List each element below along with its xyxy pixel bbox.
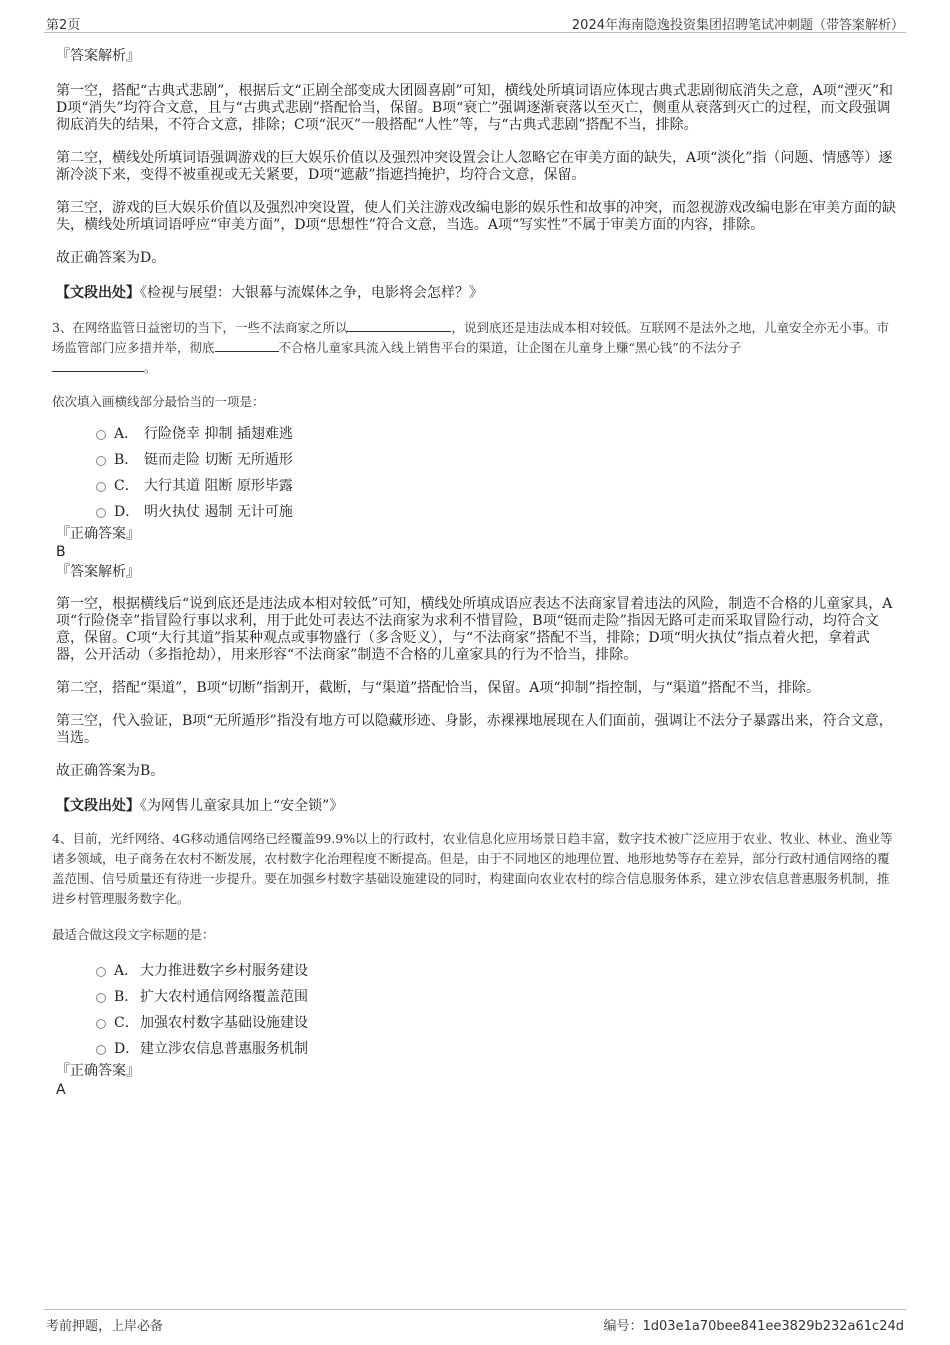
q2-source-label: 【文段出处】 bbox=[56, 285, 140, 301]
q3-stem-part2: ，说到底还是违法成本相对较低。互联网不是法外之地，儿童安全亦无小事。市场监管部门应多措并举，彻底 bbox=[52, 320, 889, 355]
q3-analysis-p2: 第二空，搭配“渠道”，B项“切断”指割开，截断，与“渠道”搭配恰当，保留。A项“抑制”指控制，与“渠道”搭配不当，排除。 bbox=[56, 680, 820, 696]
q4-options bbox=[56, 963, 896, 1067]
page-footer bbox=[44, 1309, 906, 1334]
q2-analysis-p1: 第一空，搭配“古典式悲剧”，根据后文“正剧全部变成大团圆喜剧”可知，横线处所填词语应体现古典式悲剧彻底消失之意，A项“湮灭”和D项“消失”均符合文意，且与“古典式悲剧”搭配恰当，保留。B项“衰亡”强调逐渐衰落以至灭亡，侧重从衰落到灭亡的过程，而文段强调彻底消失的结果，不符合文意，排除；C项“泯灭”一般搭配“人性”等，与“古典式悲剧”搭配不当，排除。 bbox=[56, 83, 894, 133]
q4-option-b[interactable]: B． 扩大农村通信网络覆盖范围 bbox=[56, 989, 896, 1015]
q3-analysis-p3: 第三空，代入验证，B项“无所遁形”指没有地方可以隐藏形迹、身影，赤裸裸地展现在人们面前，强调让不法分子暴露出来，符合文意，当选。 bbox=[56, 713, 893, 746]
q4-correct-answer: A bbox=[56, 1082, 66, 1098]
q3-option-a[interactable]: A． 行险侥幸 抑制 插翅难逃 bbox=[56, 426, 896, 452]
radio-icon[interactable] bbox=[96, 456, 106, 466]
q4-prompt: 最适合做这段文字标题的是： bbox=[52, 927, 215, 942]
q2-source bbox=[56, 285, 896, 302]
q2-analysis-p2: 第二空，横线处所填词语强调游戏的巨大娱乐价值以及强烈冲突设置会让人忽略它在审美方面的缺失，A项“淡化”指（问题、情感等）逐渐冷淡下来，变得不被重视或无关紧要，D项“遮蔽”指遮挡掩护，均符合文意，保留。 bbox=[56, 150, 893, 183]
footer-serial bbox=[603, 1315, 904, 1334]
radio-icon[interactable] bbox=[96, 482, 106, 492]
q3-options bbox=[56, 426, 896, 530]
q3-blank-3 bbox=[52, 359, 144, 372]
q3-correct-label: 『正确答案』 bbox=[56, 526, 140, 542]
radio-icon[interactable] bbox=[96, 1019, 106, 1029]
q3-stem-part3: 不合格儿童家具流入线上销售平台的渠道，让企图在儿童身上赚“黑心钱”的不法分子 bbox=[278, 340, 742, 355]
q2-analysis-p3: 第三空，游戏的巨大娱乐价值以及强烈冲突设置，使人们关注游戏改编电影的娱乐性和故事的冲突，而忽视游戏改编电影在审美方面的缺失，横线处所填词语呼应“审美方面”，D项“思想性”符合文意，当选。A项“写实性”不属于审美方面的内容，排除。 bbox=[56, 200, 896, 233]
radio-icon[interactable] bbox=[96, 993, 106, 1003]
footer-slogan: 考前押题，上岸必备 bbox=[46, 1319, 164, 1334]
q3-stem-part1: 3、在网络监管日益密切的当下，一些不法商家之所以 bbox=[52, 320, 348, 335]
page-number: 第2页 bbox=[46, 18, 81, 33]
q3-option-c[interactable]: C． 大行其道 阻断 原形毕露 bbox=[56, 478, 896, 504]
q3-option-d[interactable]: D． 明火执仗 遏制 无计可施 bbox=[56, 504, 896, 530]
q3-analysis-label: 『答案解析』 bbox=[56, 564, 140, 580]
q4-option-a[interactable]: A． 大力推进数字乡村服务建设 bbox=[56, 963, 896, 989]
radio-icon[interactable] bbox=[96, 1045, 106, 1055]
radio-icon[interactable] bbox=[96, 508, 106, 518]
radio-icon[interactable] bbox=[96, 430, 106, 440]
radio-icon[interactable] bbox=[96, 967, 106, 977]
q3-blank-2 bbox=[215, 339, 279, 352]
q4-correct-label: 『正确答案』 bbox=[56, 1063, 140, 1079]
serial-label: 编号： bbox=[603, 1319, 643, 1334]
q3-source-text: 《为网售儿童家具加上“安全锁”》 bbox=[140, 798, 344, 814]
page-header bbox=[44, 12, 906, 33]
q2-source-text: 《检视与展望：大银幕与流媒体之争，电影将会怎样？》 bbox=[140, 285, 483, 301]
q3-option-b[interactable]: B． 铤而走险 切断 无所遁形 bbox=[56, 452, 896, 478]
q3-prompt: 依次填入画横线部分最恰当的一项是： bbox=[52, 394, 265, 409]
q4-option-c[interactable]: C． 加强农村数字基础设施建设 bbox=[56, 1015, 896, 1041]
page-content bbox=[52, 46, 896, 1099]
document-title: 2024年海南隐逸投资集团招聘笔试冲刺题（带答案解析） bbox=[571, 18, 904, 33]
serial-number: 1d03e1a70bee841ee3829b232a61c24d bbox=[642, 1319, 904, 1334]
q3-source-label: 【文段出处】 bbox=[56, 798, 140, 814]
q3-source bbox=[56, 798, 896, 815]
q3-analysis-p4: 故正确答案为B。 bbox=[56, 763, 165, 779]
q3-analysis-p1: 第一空，根据横线后“说到底还是违法成本相对较低”可知，横线处所填成语应表达不法商家冒着违法的风险，制造不合格的儿童家具，A项“行险侥幸”指冒险行事以求利，用于此处可表达不法商家为求利不惜冒险，B项“铤而走险”指因无路可走而采取冒险行动，均符合文意，保留。C项“大行其道”指某种观点或事物盛行（多含贬义），与“不法商家”搭配不当，排除；D项“明火执仗”指点着火把，拿着武器，公开活动（多指抢劫），用来形容“不法商家”制造不合格的儿童家具的行为不恰当，排除。 bbox=[56, 596, 893, 663]
q3-stem bbox=[52, 318, 896, 378]
q2-analysis-label: 『答案解析』 bbox=[56, 48, 140, 64]
q2-analysis-p4: 故正确答案为D。 bbox=[56, 250, 166, 266]
q4-stem: 4、目前，光纤网络、4G移动通信网络已经覆盖99.9%以上的行政村，农业信息化应用场景日趋丰富，数字技术被广泛应用于农业、牧业、林业、渔业等诸多领域，电子商务在农村不断发展，农村数字化治理程度不断提高。但是，由于不同地区的地理位置、地形地势等存在差异，部分行政村通信网络的覆盖范围、信号质量还有待进一步提升。要在加强乡村数字基础设施建设的同时，构建面向农业农村的综合信息服务体系，建立涉农信息普惠服务机制，推进乡村管理服务数字化。 bbox=[52, 831, 893, 906]
q3-stem-part4: 。 bbox=[144, 360, 157, 375]
q4-option-d[interactable]: D． 建立涉农信息普惠服务机制 bbox=[56, 1041, 896, 1067]
q3-correct-answer: B bbox=[56, 544, 66, 560]
q3-blank-1 bbox=[347, 319, 451, 332]
